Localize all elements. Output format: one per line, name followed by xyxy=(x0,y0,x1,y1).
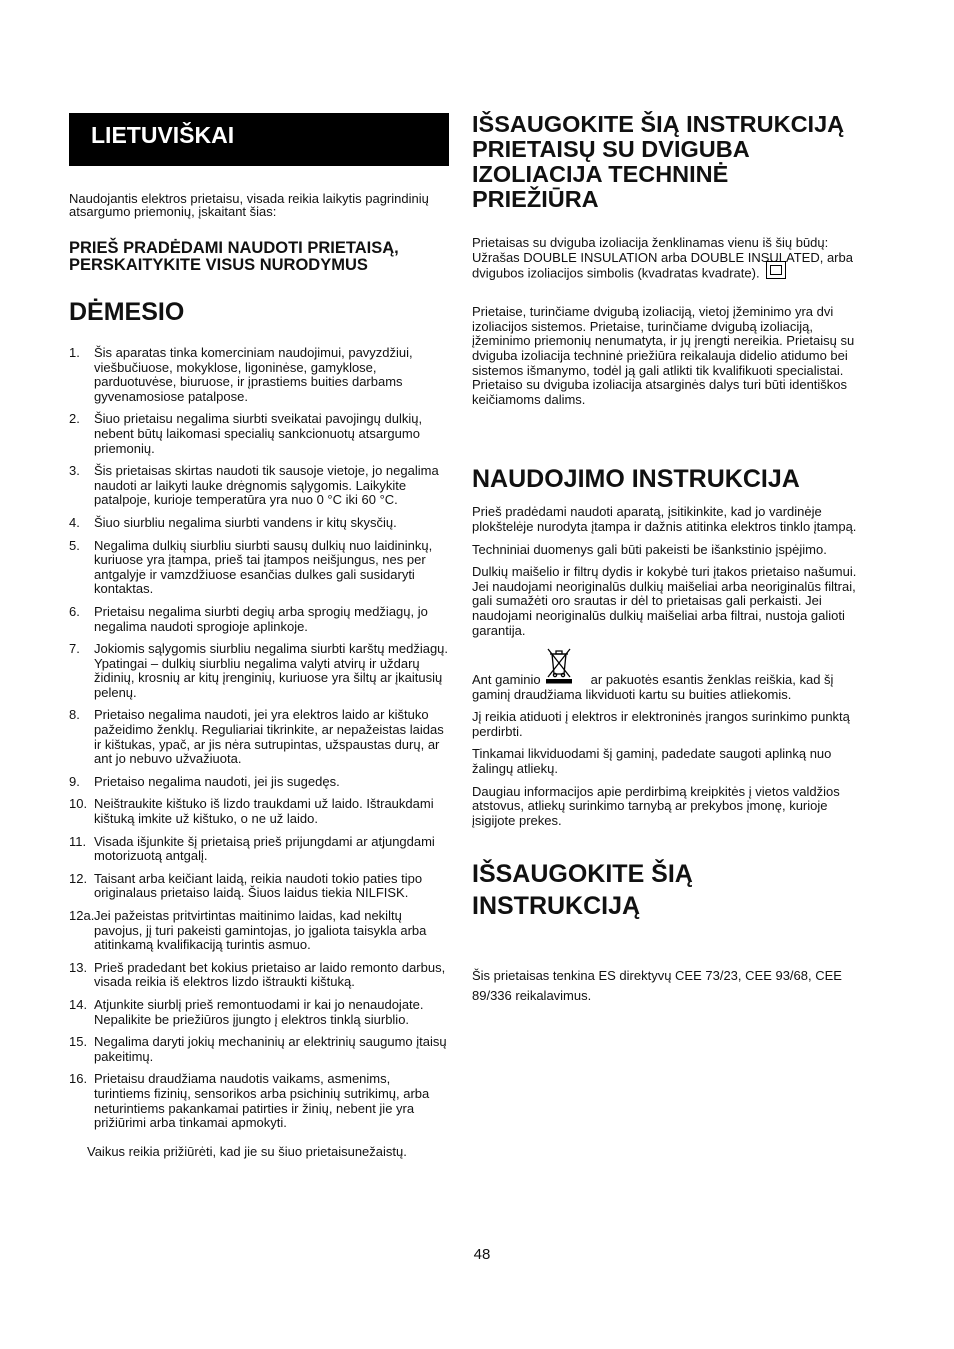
safety-rule-number: 4. xyxy=(69,514,80,530)
safety-rule-item xyxy=(69,961,449,990)
safety-rule-text: Jokiomis sąlygomis siurbliu negalima siurbti karštų medžiagų. Ypatingai – dulkių siurbliu negalima valyti atvirų ir uždarų židinių, krosnių ar kitų įrenginių, kuriuose yra šiltų ar įkaitusių pelenų. xyxy=(94,641,449,700)
usage-heading: NAUDOJIMO INSTRUKCIJA xyxy=(472,465,800,494)
safety-rule-number: 8. xyxy=(69,707,80,723)
safety-rule-item xyxy=(69,539,449,597)
safety-rule-item xyxy=(69,412,449,456)
safety-rule-number: 14. xyxy=(69,996,88,1012)
safety-rule-text: Šis prietaisas skirtas naudoti tik sausoje vietoje, jo negalima naudoti ar laikyti lauke drėgnomis sąlygomis. Laikykite patalpoje, kurioje temperatūra yra nuo 0 °C iki 60 °C. xyxy=(94,463,439,508)
safety-rule-number: 12. xyxy=(69,870,88,886)
safety-rule-number: 12a. xyxy=(69,908,95,923)
safety-rule-number: 10. xyxy=(69,796,88,812)
usage-text-5: Jį reikia atiduoti į elektros ir elektroninės įrangos surinkimo punktą perdirbti. xyxy=(472,709,850,739)
safety-rule-number: 15. xyxy=(69,1034,88,1050)
double-insulation-text-2: Prietaise, turinčiame dvigubą izoliaciją, vietoj įžeminimo yra dvi izoliacijos sistemos. Prietaise, turinčiame dvigubą izoliaciją, įžeminimo priemonių nenumatyta, ir jų įrengti nereikia. Prietaisų su dviguba izoliacija techninė priežiūra reikalauja didelio atidumo bei sistemos išmanymo, todėl ją gali atlikti tik kvalifikuoti specialistai. Prietaiso su dviguba izoliacija atsarginės dalys turi būti identiškos keičiamoms dalims. xyxy=(472,304,855,407)
safety-rule-text: Taisant arba keičiant laidą, reikia naudoti tokio paties tipo originalaus prietaiso laidą. Šiuos laidus tiekia NILFISK. xyxy=(94,870,423,901)
safety-rule-text: Šis aparatas tinka komerciniam naudojimui, pavyzdžiui, viešbučiuose, mokyklose, ligoninėse, gamyklose, parduotuvėse, biuruose, ir įprastiems buities darbams gyvenamosiose patalpose. xyxy=(94,345,413,404)
safety-rule-item xyxy=(69,909,449,953)
safety-rule-text: Šiuo prietaisu negalima siurbti sveikatai pavojingų dulkių, nebent būtų laikomasi specialių sankcionuotų atsargumo priemonių. xyxy=(94,411,423,456)
directive-text: Šis prietaisas tenkina ES direktyvų CEE 73/23, CEE 93/68, CEE 89/336 reikalavimus. xyxy=(472,968,842,1003)
usage-text-6: Tinkamai likviduodami šį gaminį, padedate saugoti aplinką nuo žalingų atliekų. xyxy=(472,746,832,777)
safety-rule-text: Negalima daryti jokių mechaninių ar elektrinių saugumo įtaisų pakeitimų. xyxy=(94,1034,447,1064)
weee-text: Ant gaminio ar pakuotės esantis ženklas reiškia, kad šį gaminį draudžiama likviduoti kartu su buities atliekomis. xyxy=(472,670,857,702)
double-insulation-text-1: Prietaisas su dviguba izoliacija ženklinamas vienu iš šių būdų: Užrašas DOUBLE INSULATION arba DOUBLE INSULATED, arba dvigubos izoliacijos simbolis (kvadratas kvadrate). xyxy=(472,235,853,281)
safety-rule-number: 1. xyxy=(69,345,80,360)
safety-rule-item xyxy=(69,346,449,404)
safety-rule-item xyxy=(69,464,449,508)
safety-rule-text: Prieš pradedant bet kokius prietaiso ar laido remonto darbus, visada reikia iš elektros lizdo ištraukti kištuką. xyxy=(94,959,446,990)
safety-rule-text: Prietaiso negalima naudoti, jei yra elektros laido ar kištuko pažeidimo ženklų. Reguliariai tikrinkite, ar nepažeistas laidas ir kištukas, ypač, ar jis nėra sutrupintas, užspaustas durų, ar ant jo nebuvo užvažiuota. xyxy=(94,707,444,767)
safety-rule-number: 3. xyxy=(69,463,80,479)
safety-rule-item xyxy=(69,642,449,700)
safety-rule-number: 13. xyxy=(69,959,88,975)
attention-heading: DĖMESIO xyxy=(69,298,185,326)
safety-rule-text: Jei pažeistas pritvirtintas maitinimo laidas, kad nekiltų pavojus, jį turi pakeisti gamintojas, jo įgaliota taisykla arba atitinkamą kvalifikaciją turintis asmuo. xyxy=(94,908,427,953)
usage-text-7: Daugiau informacijos apie perdirbimą kreipkitės į vietos valdžios atstovus, atliekų surinkimo tarnybą ar prekybos įmonę, kurioje įsigijote prekes. xyxy=(472,783,840,828)
safety-rule-text: Neištraukite kištuko iš lizdo traukdami už laido. Ištraukdami kištuką imkite už kištuko, o ne už laido. xyxy=(94,796,434,827)
safety-rule-text: Visada išjunkite šį prietaisą prieš prijungdami ar atjungdami motorizuotą antgalį. xyxy=(94,833,435,864)
safety-rule-item xyxy=(69,1072,449,1130)
safety-rules-list xyxy=(69,346,449,1131)
intro-text: Naudojantis elektros prietaisu, visada reikia laikytis pagrindinių atsargumo priemonių, įskaitant šias: xyxy=(69,191,429,219)
crossed-bin-icon xyxy=(545,670,579,684)
usage-text-1: Prieš pradėdami naudoti aparatą, įsitikinkite, kad jo vardinėje plokštelėje nurodyta įtampa ir dažnis atitinka elektros tinklo įtampą. xyxy=(472,504,857,534)
left-column xyxy=(69,113,449,1159)
safety-rule-number: 6. xyxy=(69,603,80,619)
double-insulation-heading: IŠSAUGOKITE ŠIĄ INSTRUKCIJĄ PRIETAISŲ SU DVIGUBA IZOLIACIJA TECHNINĖ PRIEŽIŪRA xyxy=(472,111,845,212)
safety-rule-item xyxy=(69,872,449,901)
read-instructions-heading: PRIEŠ PRADĖDAMI NAUDOTI PRIETAISĄ, PERSKAITYKITE VISUS NURODYMUS xyxy=(69,239,399,274)
safety-rule-number: 2. xyxy=(69,411,80,427)
safety-rule-item xyxy=(69,835,449,864)
safety-rule-text: Negalima dulkių siurbliu siurbti sausų dulkių nuo laidininkų, kuriuose yra įtampa, prieš tai įtampos neišjungus, nes per antgalyje ir vamzdžiuose esančias dulkes gali susidaryti kontaktas. xyxy=(94,537,433,597)
safety-rule-text: Prietaiso negalima naudoti, jei jis sugedęs. xyxy=(94,773,340,789)
safety-rule-number: 7. xyxy=(69,641,80,657)
safety-rule-item xyxy=(69,1035,449,1064)
page-number: 48 xyxy=(473,1246,491,1263)
safety-rule-number: 5. xyxy=(69,537,80,553)
safety-rule-text: Šiuo siurbliu negalima siurbti vandens ir kitų skysčių. xyxy=(94,514,397,530)
safety-rule-number: 16. xyxy=(69,1071,88,1087)
right-column xyxy=(472,112,857,1005)
safety-rule-item xyxy=(69,516,449,531)
safety-rule-number: 9. xyxy=(69,773,80,789)
safety-rule-item xyxy=(69,797,449,826)
safety-rule-text: Prietaisu negalima siurbti degių arba sprogių medžiagų, jo negalima naudoti sprogioje aplinkoje. xyxy=(94,603,428,634)
safety-rule-item xyxy=(69,998,449,1027)
double-insulation-symbol-icon xyxy=(766,261,786,279)
children-note: Vaikus reikia prižiūrėti, kad jie su šiuo prietaisunežaistų. xyxy=(87,1143,407,1159)
usage-text-3: Dulkių maišelio ir filtrų dydis ir kokybė turi įtakos prietaiso našumui. Jei naudojami neoriginalūs dulkių maišeliai arba neoriginalūs filtrai, gali sumažėti oro srautas ir dėl to prietaisas gali perkaisti. Jei naudojami neoriginalūs dulkių maišeliai arba filtrai, nustoja galioti garantija. xyxy=(472,564,857,638)
usage-text-2: Techniniai duomenys gali būti pakeisti be išankstinio įspėjimo. xyxy=(472,541,827,557)
keep-instructions-heading: IŠSAUGOKITE ŠIĄ INSTRUKCIJĄ xyxy=(472,860,693,921)
language-bar: LIETUVIŠKAI xyxy=(69,113,449,166)
safety-rule-number: 11. xyxy=(69,833,87,849)
safety-rule-text: Atjunkite siurblį prieš remontuodami ir kai jo nenaudojate. Nepalikite be priežiūros įjungto į elektros tinklą siurblio. xyxy=(94,996,424,1027)
safety-rule-item xyxy=(69,605,449,634)
safety-rule-text: Prietaisu draudžiama naudotis vaikams, asmenims, turintiems fizinių, sensorikos arba psichinių sutrikimų, arba neturintiems pakankamai patirties ir žinių, nebent jie yra prižiūrimi arba tinkamai apmokyti. xyxy=(94,1071,430,1131)
safety-rule-item xyxy=(69,775,449,790)
safety-rule-item xyxy=(69,708,449,766)
